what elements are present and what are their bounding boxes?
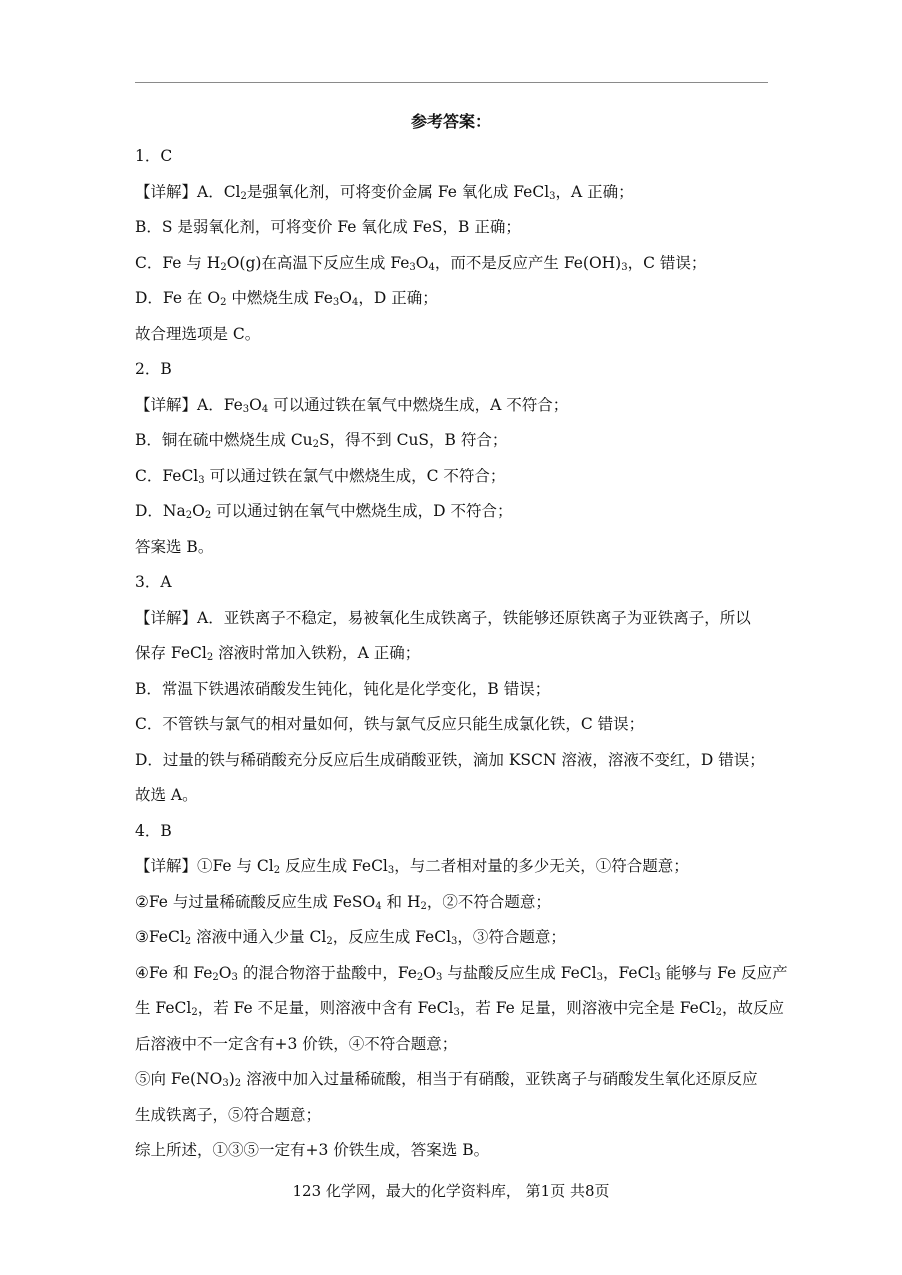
text-line: B．常温下铁遇浓硝酸发生钝化，钝化是化学变化，B 错误； [135,679,551,698]
text-line: 【详解】A．亚铁离子不稳定，易被氧化生成铁离子，铁能够还原铁离子为亚铁离子，所以 [135,608,751,627]
text-line: C．FeCl$_3$ 可以通过铁在氯气中燃烧生成，C 不符合； [135,466,506,486]
text-line: B．S 是弱氧化剂，可将变价 Fe 氧化成 FeS，B 正确； [135,218,521,236]
text-line: C．Fe 与 $H_2O(g)$在高温下反应生成 $Fe_3O_4$，而不是反应产生 $Fe(OH)_3$，C 错误； [135,253,707,273]
text-line: 【详解】A．$Cl_2$是强氧化剂，可将变价金属 Fe 氧化成 FeCl$_3$，A 正确； [135,182,634,202]
text-line: 1．C [135,147,173,165]
text-line: 【详解】A．$Fe_3O_4$ 可以通过铁在氧气中燃烧生成，A 不符合； [135,395,569,415]
text-line: D．$Na_2O_2$ 可以通过钠在氧气中燃烧生成，D 不符合； [135,502,513,521]
text-line: 答案选 B。 [135,537,214,556]
page-title: 参考答案： [410,112,491,131]
text-line: 后溶液中不一定含有+3 价铁，④不符合题意； [135,1034,458,1053]
text-line: 综上所述，①③⑤一定有+3 价铁生成，答案选 B。 [135,1141,490,1159]
text-line: 【详解】①Fe 与 $Cl_2$ 反应生成 FeCl$_3$，与二者相对量的多少无关，①符合题意； [135,857,689,876]
text-line: 3．A [135,573,172,591]
text-line: 保存 FeCl$_2$ 溶液时常加入铁粉，A 正确； [135,644,421,663]
answer-content [135,139,788,1169]
text-line: ④Fe 和 $Fe_2O_3$ 的混合物溶于盐酸中，$Fe_2O_3$ 与盐酸反应生成 FeCl$_3$，FeCl$_3$ 能够与 Fe 反应产 [135,963,788,983]
text-line: D．过量的铁与稀硝酸充分反应后生成硝酸亚铁，滴加 KSCN 溶液，溶液不变红，D 错误； [135,750,765,769]
text-line: ⑤向 $Fe(NO_3)_2$ 溶液中加入过量稀硫酸，相当于有硝酸，亚铁离子与硝酸发生氧化还原反应 [135,1070,758,1089]
text-line: ③FeCl$_2$ 溶液中通入少量 $Cl_2$，反应生成 FeCl$_3$，③符合题意； [135,928,566,947]
text-line: 2．B [135,360,172,378]
text-line: 生成铁离子，⑤符合题意； [135,1105,322,1124]
text-line: 故合理选项是 C。 [135,324,261,343]
text-line: B．铜在硫中燃烧生成 $Cu_2S$，得不到 CuS，B 符合； [135,431,508,450]
page-footer: 123 化学网，最大的化学资料库， 第1页 共8页 [292,1182,610,1200]
header-rule [135,82,768,83]
text-line: 生 FeCl$_2$，若 Fe 不足量，则溶液中含有 FeCl$_3$，若 Fe 足量，则溶液中完全是 FeCl$_2$，故反应 [135,999,784,1018]
text-line: 故选 A。 [135,786,198,804]
text-line: C．不管铁与氯气的相对量如何，铁与氯气反应只能生成氯化铁，C 错误； [135,715,645,733]
text-line: 4．B [135,821,172,840]
text-line: ②Fe 与过量稀硫酸反应生成 FeSO$_4$ 和 $H_2$，②不符合题意； [135,892,551,912]
text-line: D．Fe 在 $O_2$ 中燃烧生成 $Fe_3O_4$，D 正确； [135,289,438,308]
